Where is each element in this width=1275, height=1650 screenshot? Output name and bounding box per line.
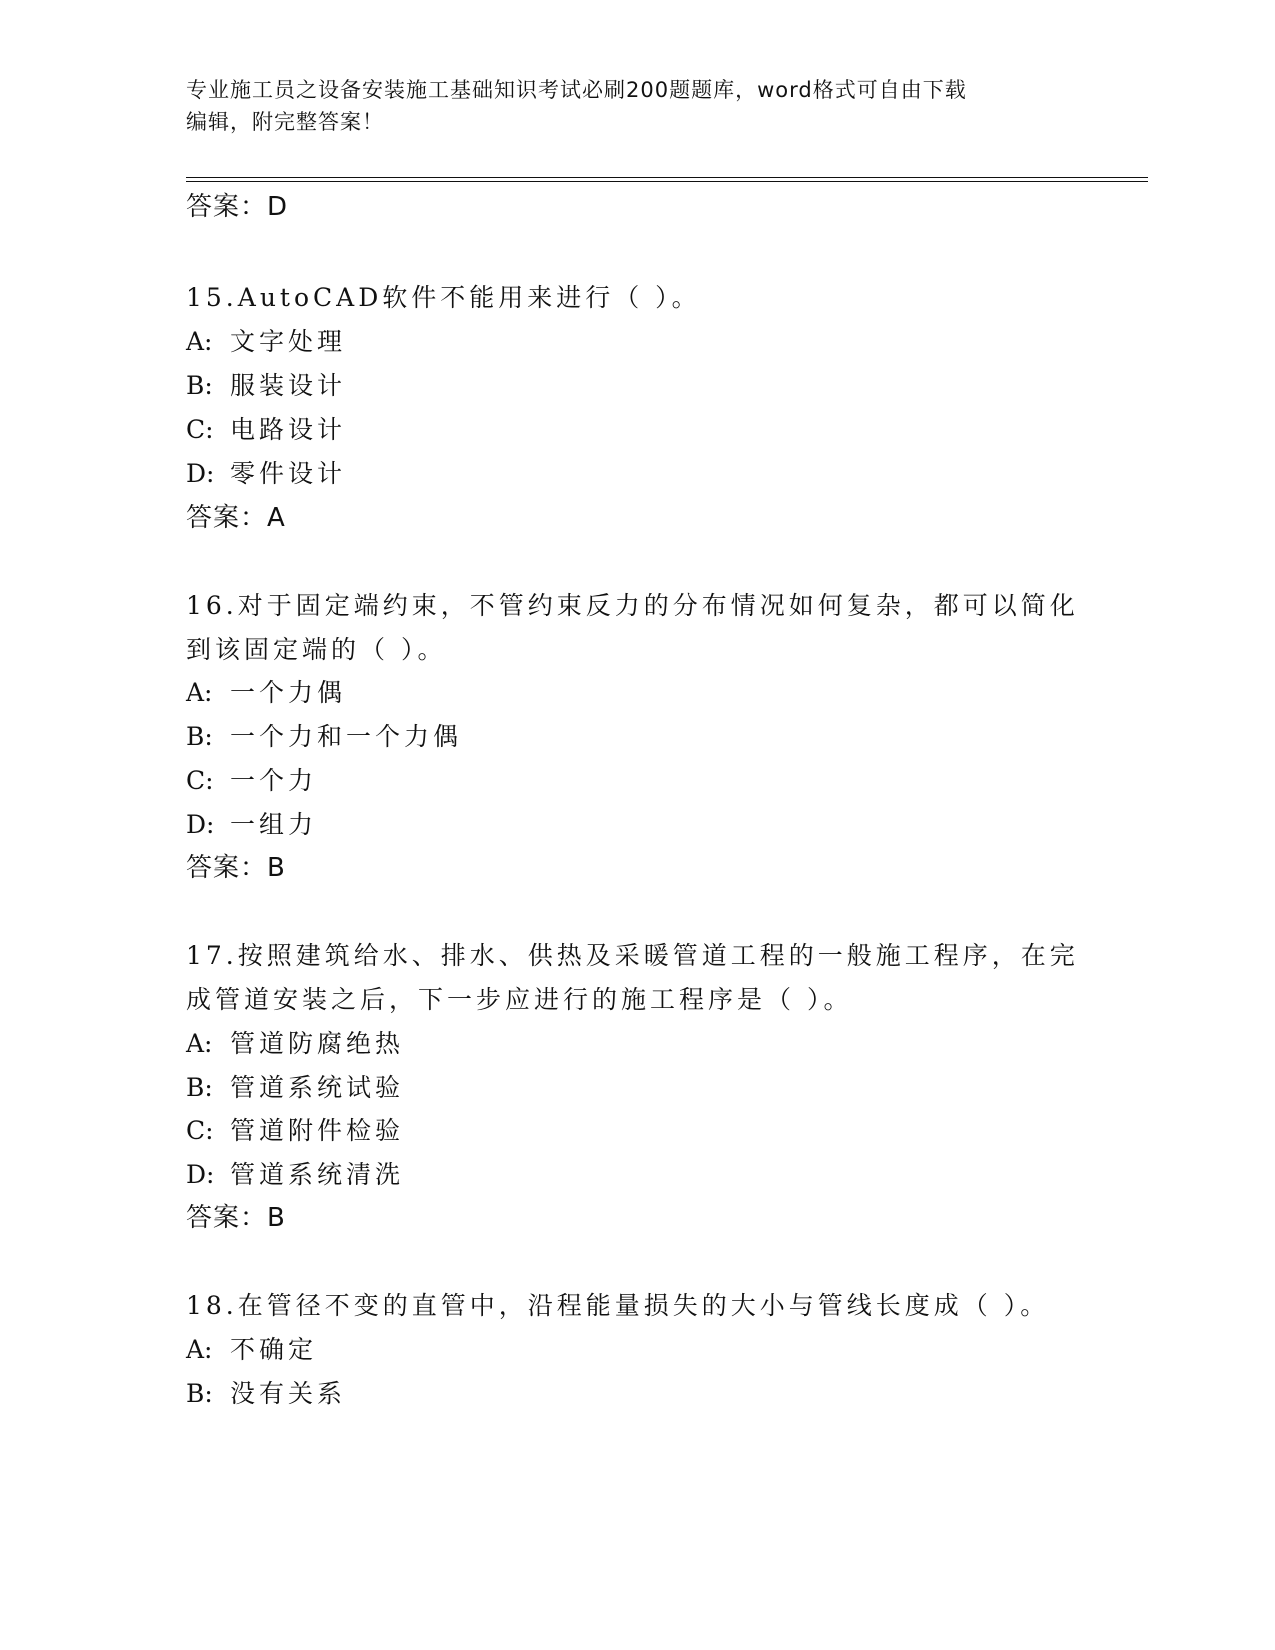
q18-option-a [186, 1333, 317, 1367]
option-letter: A: [186, 1029, 213, 1058]
option-text: 一组力 [230, 810, 318, 839]
q17-option-b [186, 1071, 404, 1105]
option-text: 一个力偶 [230, 678, 347, 707]
option-letter: B: [186, 1379, 213, 1408]
option-letter: D: [186, 810, 215, 839]
option-letter: A: [186, 327, 213, 356]
q17-option-d [186, 1158, 404, 1192]
q15-option-a [186, 325, 346, 359]
option-text: 没有关系 [230, 1379, 347, 1408]
q17-stem-line-1: 17.按照建筑给水、排水、供热及采暖管道工程的一般施工程序，在完 [186, 941, 1079, 970]
option-text: 管道系统清洗 [230, 1160, 405, 1189]
header-line-1: 专业施工员之设备安装施工基础知识考试必刷200题题库，word格式可自由下载 [186, 78, 967, 102]
header-rule-bottom [186, 181, 1148, 182]
q15-option-b [186, 369, 346, 403]
option-letter: B: [186, 1073, 213, 1102]
option-letter: D: [186, 1160, 215, 1189]
q16-stem-line-1: 16.对于固定端约束，不管约束反力的分布情况如何复杂，都可以简化 [186, 591, 1079, 620]
option-letter: C: [186, 766, 214, 795]
option-text: 零件设计 [230, 459, 347, 488]
q16-option-d [186, 808, 317, 842]
q18-option-b [186, 1377, 346, 1411]
option-letter: B: [186, 371, 213, 400]
option-letter: C: [186, 1116, 214, 1145]
q17-stem-line-2: 成管道安装之后，下一步应进行的施工程序是（ ）。 [186, 985, 853, 1014]
option-text: 管道防腐绝热 [230, 1029, 405, 1058]
header-rule-top [186, 177, 1148, 178]
q16-option-c [186, 764, 317, 798]
q15-option-c [186, 413, 346, 447]
header-line-2: 编辑，附完整答案！ [186, 110, 384, 134]
q16-option-a [186, 676, 346, 710]
option-letter: A: [186, 1335, 213, 1364]
option-letter: D: [186, 459, 215, 488]
q18-stem-line-1: 18.在管径不变的直管中，沿程能量损失的大小与管线长度成（ ）。 [186, 1291, 1050, 1320]
option-text: 服装设计 [230, 371, 347, 400]
document-header [186, 74, 1086, 138]
answer-prev: 答案：D [186, 192, 289, 222]
option-text: 文字处理 [230, 327, 347, 356]
q17-answer: 答案：B [186, 1203, 286, 1233]
option-text: 管道系统试验 [230, 1073, 405, 1102]
q16-answer: 答案：B [186, 853, 286, 883]
q17-option-c [186, 1114, 404, 1148]
q15-answer: 答案：A [186, 503, 286, 533]
q16-stem-line-2: 到该固定端的（ ）。 [186, 635, 447, 664]
q15-option-d [186, 457, 346, 491]
option-text: 管道附件检验 [230, 1116, 405, 1145]
option-letter: A: [186, 678, 213, 707]
option-letter: C: [186, 415, 214, 444]
option-text: 电路设计 [230, 415, 347, 444]
q17-option-a [186, 1027, 404, 1061]
option-text: 不确定 [230, 1335, 318, 1364]
option-letter: B: [186, 722, 213, 751]
q16-option-b [186, 720, 462, 754]
option-text: 一个力和一个力偶 [230, 722, 463, 751]
q15-stem-line-1: 15.AutoCAD软件不能用来进行（ ）。 [186, 283, 701, 312]
option-text: 一个力 [230, 766, 318, 795]
